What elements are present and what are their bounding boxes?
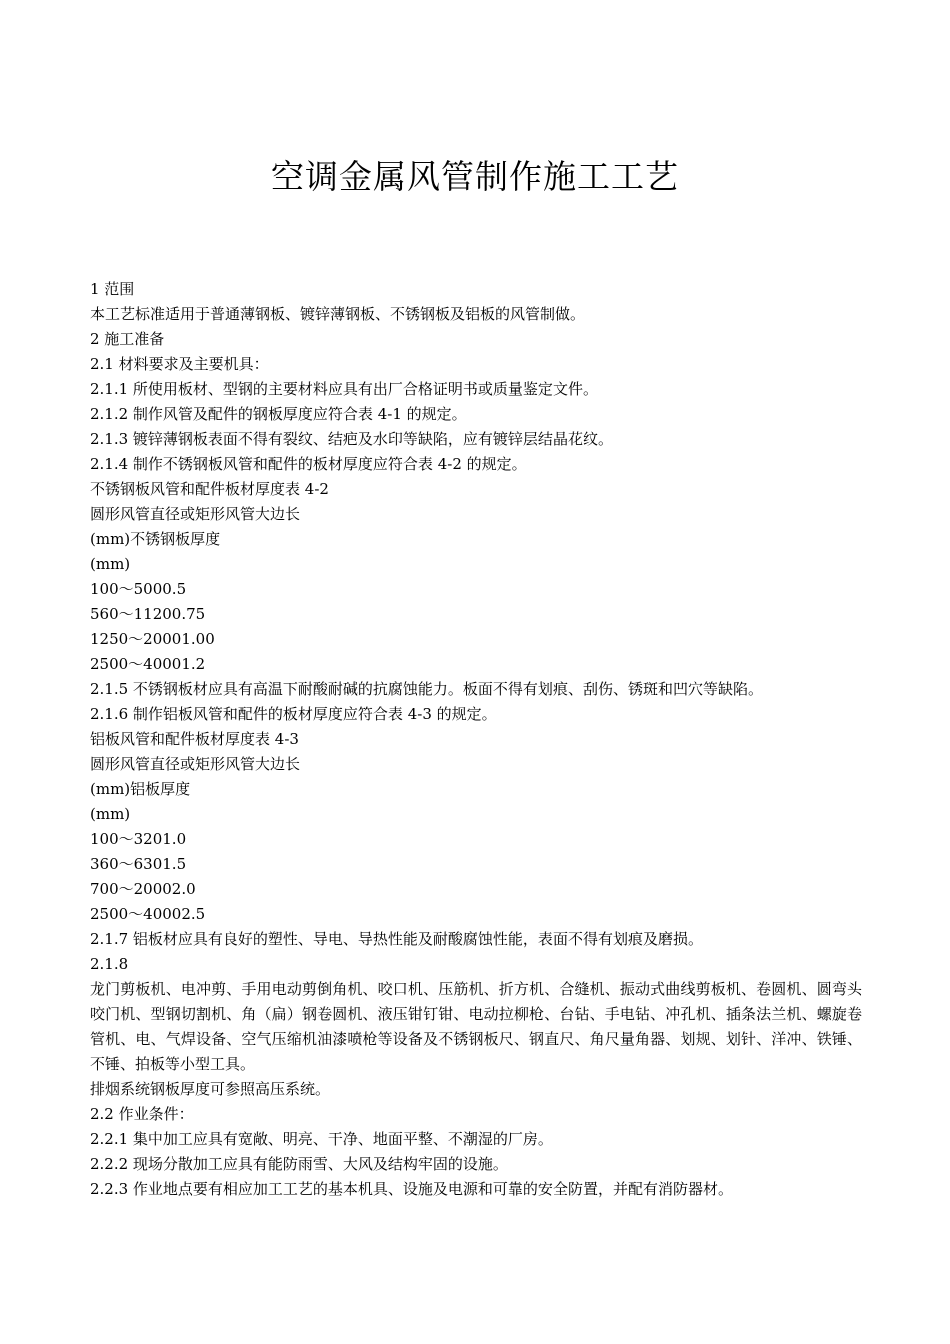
text-line: 2.1.8 xyxy=(90,955,129,973)
table-row: 1250～20001.00 xyxy=(90,630,215,648)
text-line: 2.1.1 所使用板材、型钢的主要材料应具有出厂合格证明书或质量鉴定文件。 xyxy=(90,380,598,398)
table-header: 圆形风管直径或矩形风管大边长 xyxy=(90,505,301,523)
text-line: 2.2.3 作业地点要有相应加工工艺的基本机具、设施及电源和可靠的安全防置，并配有消防器材。 xyxy=(90,1180,733,1198)
text-line: 2.2.2 现场分散加工应具有能防雨雪、大风及结构牢固的设施。 xyxy=(90,1155,508,1173)
table-header: (mm)铝板厚度 xyxy=(90,780,191,798)
table-row: 700～20002.0 xyxy=(90,880,196,898)
table-row: 2500～40002.5 xyxy=(90,905,206,923)
text-line: 2.1.4 制作不锈钢板风管和配件的板材厚度应符合表 4-2 的规定。 xyxy=(90,455,527,473)
table-row: 360～6301.5 xyxy=(90,855,187,873)
text-line: 2.1.6 制作铝板风管和配件的板材厚度应符合表 4-3 的规定。 xyxy=(90,705,497,723)
table-row: 100～5000.5 xyxy=(90,580,187,598)
text-line: 2.1.3 镀锌薄钢板表面不得有裂纹、结疤及水印等缺陷，应有镀锌层结晶花纹。 xyxy=(90,430,613,448)
table-row: 560～11200.75 xyxy=(90,605,206,623)
text-line: 本工艺标准适用于普通薄钢板、镀锌薄钢板、不锈钢板及铝板的风管制做。 xyxy=(90,305,586,323)
table-header: (mm) xyxy=(90,805,131,823)
text-line: 排烟系统钢板厚度可参照高压系统。 xyxy=(90,1080,331,1098)
table-row: 2500～40001.2 xyxy=(90,655,206,673)
text-line: 2.1.2 制作风管及配件的钢板厚度应符合表 4-1 的规定。 xyxy=(90,405,467,423)
section-heading: 2 施工准备 xyxy=(90,330,165,348)
text-line: 2.1.7 铝板材应具有良好的塑性、导电、导热性能及耐酸腐蚀性能，表面不得有划痕及磨损。 xyxy=(90,930,703,948)
document-title: 空调金属风管制作施工工艺 xyxy=(271,157,679,196)
document-body xyxy=(90,277,862,1202)
text-line: 2.1.5 不锈钢板材应具有高温下耐酸耐碱的抗腐蚀能力。板面不得有划痕、刮伤、锈斑和凹穴等缺陷。 xyxy=(90,680,763,698)
table-header: 圆形风管直径或矩形风管大边长 xyxy=(90,755,301,773)
text-line: 2.1 材料要求及主要机具： xyxy=(90,355,269,373)
table-caption: 不锈钢板风管和配件板材厚度表 4-2 xyxy=(90,480,329,498)
text-line: 2.2.1 集中加工应具有宽敞、明亮、干净、地面平整、不潮湿的厂房。 xyxy=(90,1130,553,1148)
table-row: 100～3201.0 xyxy=(90,830,187,848)
section-heading: 2.2 作业条件： xyxy=(90,1105,194,1123)
table-header: (mm)不锈钢板厚度 xyxy=(90,530,221,548)
table-caption: 铝板风管和配件板材厚度表 4-3 xyxy=(90,730,299,748)
table-header: (mm) xyxy=(90,555,131,573)
section-heading: 1 范围 xyxy=(90,280,135,298)
equipment-paragraph: 龙门剪板机、电冲剪、手用电动剪倒角机、咬口机、压筋机、折方机、合缝机、振动式曲线剪板机、卷圆机、圆弯头咬门机、型钢切割机、角（扁）钢卷圆机、液压钳钉钳、电动拉柳枪、台钻、手电钻、冲孔机、插条法兰机、螺旋卷管机、电、气焊设备、空气压缩机油漆喷枪等设备及不锈钢板尺、钢直尺、角尺量角器、划规、划针、洋冲、铁锤、不锤、拍板等小型工具。 xyxy=(90,980,862,1073)
